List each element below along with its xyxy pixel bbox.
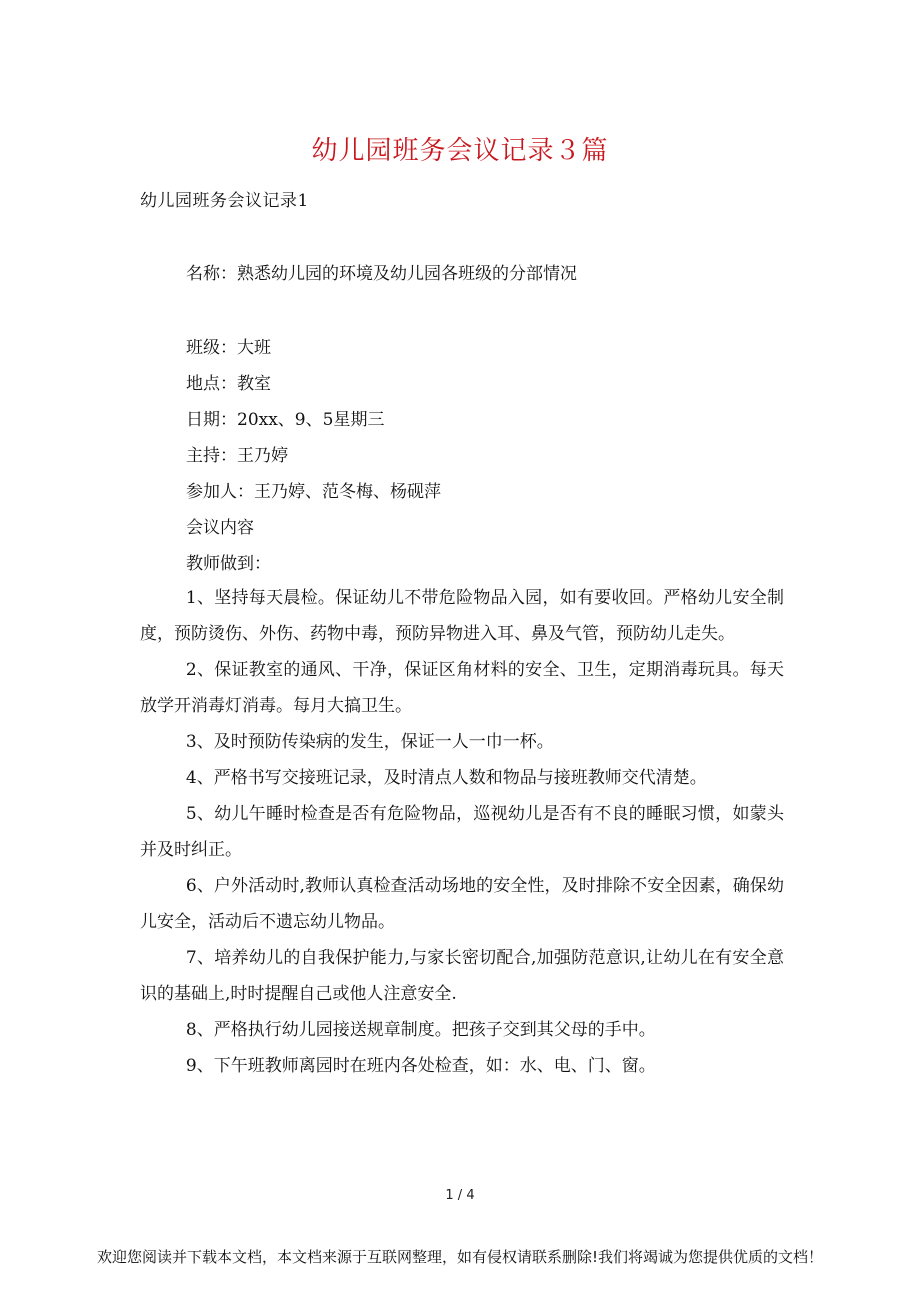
paragraph-1: 1、坚持每天晨检。保证幼儿不带危险物品入园，如有要收回。严格幼儿安全制度，预防烫伤、外伤、药物中毒，预防异物进入耳、鼻及气管，预防幼儿走失。: [140, 588, 784, 644]
meta-teacher-duties-heading: 教师做到：: [186, 554, 271, 574]
document-title: 幼儿园班务会议记录３篇: [311, 136, 609, 166]
meta-participants: 参加人：王乃婷、范冬梅、杨砚萍: [186, 482, 441, 502]
paragraph-7: 7、培养幼儿的自我保护能力,与家长密切配合,加强防范意识,让幼儿在有安全意识的基础上,时时提醒自己或他人注意安全.: [140, 948, 784, 1004]
paragraph-5: 5、幼儿午睡时检查是否有危险物品，巡视幼儿是否有不良的睡眠习惯，如蒙头并及时纠正。: [140, 804, 784, 860]
paragraph-4: 4、严格书写交接班记录，及时清点人数和物品与接班教师交代清楚。: [185, 768, 707, 788]
meta-location: 地点：教室: [186, 374, 271, 394]
meeting-meta-list: [186, 330, 836, 582]
meta-date: 日期：20xx、9、5星期三: [186, 410, 385, 430]
page-number: 1 / 4: [445, 1188, 475, 1203]
meta-class: 班级：大班: [186, 338, 271, 358]
paragraph-9: 9、下午班教师离园时在班内各处检查，如：水、电、门、窗。: [185, 1056, 656, 1076]
paragraph-6: 6、户外活动时,教师认真检查活动场地的安全性，及时排除不安全因素，确保幼儿安全，活动后不遗忘幼儿物品。: [140, 876, 784, 932]
meta-content-heading: 会议内容: [186, 518, 254, 538]
paragraph-3: 3、及时预防传染病的发生，保证一人一巾一杯。: [185, 732, 554, 752]
paragraph-8: 8、严格执行幼儿园接送规章制度。把孩子交到其父母的手中。: [185, 1020, 656, 1040]
footer-notice: 欢迎您阅读并下载本文档，本文档来源于互联网整理，如有侵权请联系删除!我们将竭诚为您提供优质的文档！: [96, 1248, 824, 1266]
document-body: [140, 580, 784, 1084]
meta-host: 主持：王乃婷: [186, 446, 288, 466]
paragraph-2: 2、保证教室的通风、干净，保证区角材料的安全、卫生，定期消毒玩具。每天放学开消毒灯消毒。每月大搞卫生。: [140, 660, 784, 716]
meeting-name-line: 名称：熟悉幼儿园的环境及幼儿园各班级的分部情况: [186, 264, 577, 284]
document-subtitle: 幼儿园班务会议记录1: [140, 191, 309, 211]
